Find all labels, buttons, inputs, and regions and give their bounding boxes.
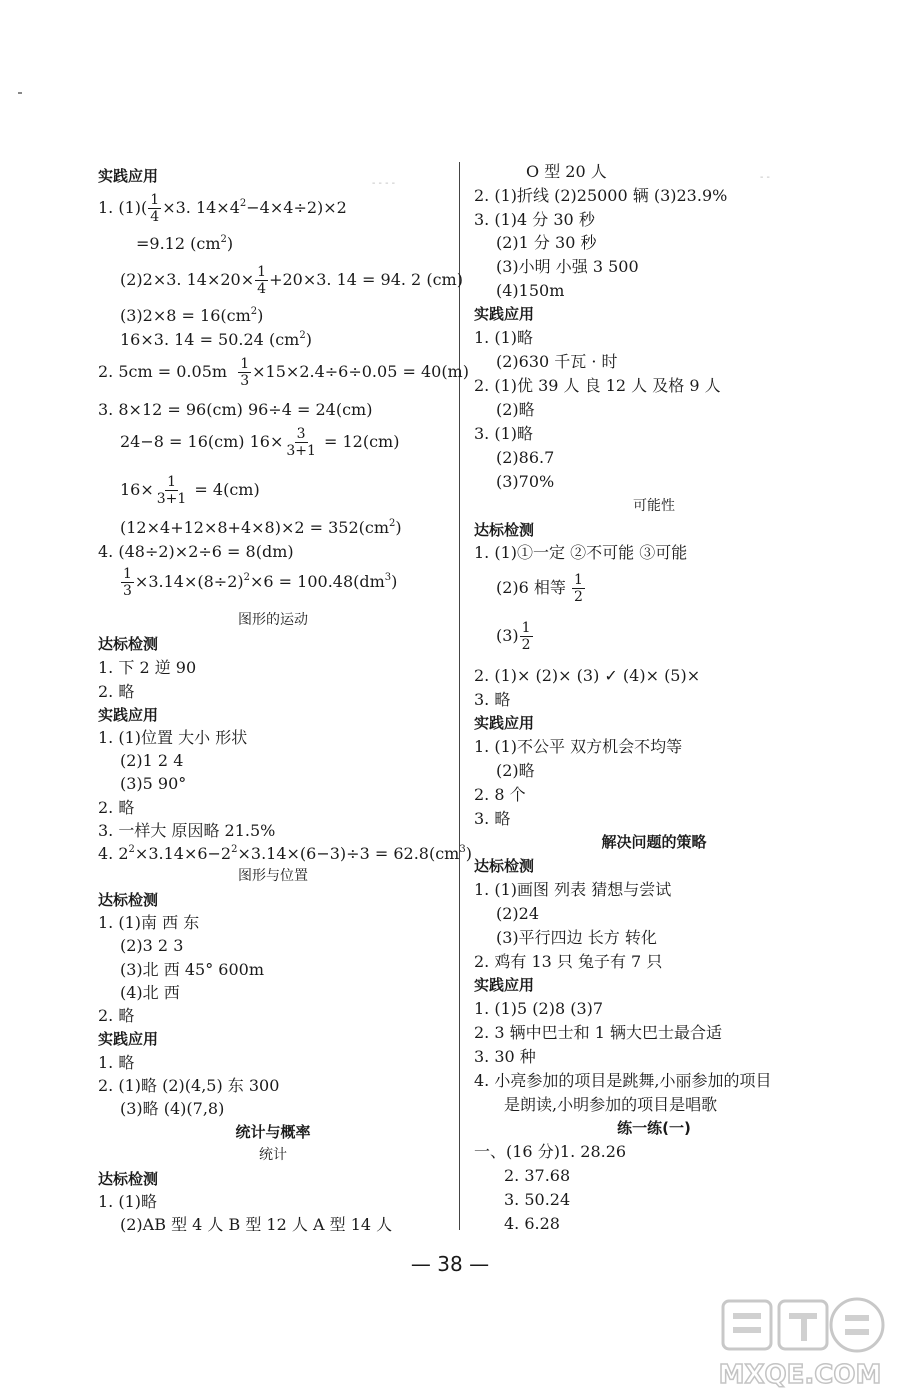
- answer-line: 3. 略: [474, 690, 511, 709]
- answer-line: 4. 6.28: [504, 1214, 560, 1233]
- answer-line: $(12\times 4+12\times 8+4\times 8)\times 2 = 352(cm^2)$: [120, 518, 402, 537]
- scan-noise: - - - -: [372, 178, 396, 189]
- section-title: 图形与位置: [238, 868, 308, 884]
- answer-line: (2)略: [496, 761, 535, 780]
- section-heading: 达标检测: [474, 521, 535, 539]
- fraction: $\frac{3}{3+1}$: [286, 426, 316, 459]
- answer-line: (4)北 西: [120, 983, 180, 1002]
- answer-line: 1. (1)不公平 双方机会不均等: [474, 737, 683, 756]
- section-heading: 达标检测: [98, 1170, 159, 1188]
- section-heading: 达标检测: [474, 857, 535, 875]
- answer-line: (2)略: [496, 400, 535, 419]
- section-subtitle: 统计: [259, 1147, 287, 1163]
- answer-line: (2)86.7: [496, 448, 555, 467]
- page-number: — 38 —: [410, 1252, 490, 1276]
- answer-line: 2. 3 辆中巴士和 1 辆大巴士最合适: [474, 1023, 722, 1042]
- answer-line: 1. (1)画图 列表 猜想与尝试: [474, 880, 672, 899]
- answer-line: 1. (1)略: [474, 328, 534, 347]
- answer-line: 4. 小亮参加的项目是跳舞,小丽参加的项目: [474, 1071, 772, 1090]
- watermark-logo: [705, 1295, 895, 1390]
- answer-line: 16×3. 14 = 50.24 $(cm^2)$: [120, 330, 312, 349]
- answer-line: $(3)2\times 8 = 16(cm^2)$: [120, 306, 264, 325]
- answer-line: =9.12 $(cm^2)$: [136, 234, 234, 253]
- answer-line: 3. 一样大 原因略 21.5%: [98, 821, 276, 840]
- answer-line: 2. 鸡有 13 只 兔子有 7 只: [474, 952, 663, 971]
- section-title: 图形的运动: [238, 612, 308, 628]
- answer-line: (3)北 西 45° 600m: [120, 960, 264, 979]
- answer-line: (3)略 (4)(7,8): [120, 1099, 225, 1118]
- section-heading: 实践应用: [474, 976, 535, 994]
- answer-line: 1. (1)位置 大小 形状: [98, 728, 248, 747]
- answer-line: 是朗读,小明参加的项目是唱歌: [504, 1095, 718, 1114]
- answer-line: (3)小明 小强 3 500: [496, 257, 639, 276]
- scan-noise: - -: [760, 172, 770, 183]
- answer-line: (2)6 相等 $\frac{1}{2}$: [496, 572, 583, 605]
- answer-line: (3)5 90°: [120, 774, 187, 793]
- answer-line: 16× $\frac{1}{3+1}$ = 4(cm): [120, 474, 260, 507]
- answer-line: (3) $\frac{1}{2}$: [496, 620, 531, 653]
- answer-line: 2. 5cm = 0.05m $\frac{1}{3}$ ×15×2.4÷6÷0.05 = 40(m): [98, 356, 469, 389]
- answer-line: 1. (1)( $\frac{1}{4}$ ×3. $14\times 4^2-4\times 4\div 2)\times 2$: [98, 192, 347, 225]
- answer-line: (2)630 千瓦 · 时: [496, 352, 618, 371]
- answer-line: 24−8 = 16(cm) 16× $\frac{3}{3+1}$ = 12(cm): [120, 426, 400, 459]
- answer-line: 1. (1)①一定 ②不可能 ③可能: [474, 543, 688, 562]
- answer-line: 2. 8 个: [474, 785, 526, 804]
- answer-line: (2)2×3. 14×20× $\frac{1}{4}$ +20×3. 14 = 94. 2 (cm): [120, 264, 463, 297]
- answer-line: 1. (1)南 西 东: [98, 913, 200, 932]
- section-title: 统计与概率: [235, 1123, 311, 1141]
- answer-line: (3)平行四边 长方 转化: [496, 928, 657, 947]
- answer-line: 2. 37.68: [504, 1166, 571, 1185]
- answer-line: O 型 20 人: [526, 162, 607, 181]
- answer-line: 1. 下 2 逆 90: [98, 658, 197, 677]
- column-divider: [459, 162, 460, 1230]
- answer-line: 2. 略: [98, 798, 135, 817]
- section-heading: 实践应用: [474, 305, 535, 323]
- answer-line: 4. (48÷2)×2÷6 = 8(dm): [98, 542, 294, 561]
- answer-line: 3. 8×12 = 96(cm) 96÷4 = 24(cm): [98, 400, 373, 419]
- answer-line: (3)70%: [496, 472, 555, 491]
- answer-line: 1. 略: [98, 1053, 135, 1072]
- answer-line: 2. 略: [98, 1006, 135, 1025]
- answer-line: (2)3 2 3: [120, 936, 184, 955]
- fraction: $\frac{1}{3+1}$: [156, 474, 187, 507]
- section-heading: 实践应用: [98, 167, 159, 185]
- answer-line: 3. 30 种: [474, 1047, 536, 1066]
- answer-line: (2)1 2 4: [120, 751, 184, 770]
- fraction: $\frac{1}{2}$: [574, 572, 583, 605]
- section-heading: 实践应用: [474, 714, 535, 732]
- answer-line: 4. $2^2\times 3.14\times 6-2^2\times 3.14\times(6-3)\div 3 = 62.8(cm^3)$: [98, 844, 472, 863]
- answer-line: 2. (1)折线 (2)25000 辆 (3)23.9%: [474, 186, 728, 205]
- fraction: $\frac{1}{4}$: [257, 264, 267, 297]
- answer-line: 3. (1)略: [474, 424, 534, 443]
- answer-line: (2)AB 型 4 人 B 型 12 人 A 型 14 人: [120, 1215, 393, 1234]
- answer-line: 2. (1)略 (2)(4,5) 东 300: [98, 1076, 280, 1095]
- section-heading: 达标检测: [98, 891, 159, 909]
- section-heading: 达标检测: [98, 635, 159, 653]
- answer-line: 2. 略: [98, 682, 135, 701]
- svg-text:MXQE.COM: MXQE.COM: [718, 1360, 882, 1390]
- answer-line: 一、(16 分)1. 28.26: [474, 1142, 627, 1161]
- section-title: 可能性: [633, 498, 675, 514]
- scan-mark: [18, 92, 22, 94]
- fraction: $\frac{1}{4}$: [150, 192, 160, 225]
- section-title: 解决问题的策略: [601, 833, 707, 851]
- answer-line: 3. 50.24: [504, 1190, 571, 1209]
- fraction: $\frac{1}{2}$: [521, 620, 531, 653]
- section-heading: 实践应用: [98, 1030, 159, 1048]
- answer-line: 2. (1)× (2)× (3) ✓ (4)× (5)×: [474, 666, 701, 685]
- answer-line: 2. (1)优 39 人 良 12 人 及格 9 人: [474, 376, 721, 395]
- answer-line: $\frac{1}{3}$ $\times 3.14\times(8\div 2)^2\times 6 = 100.48(dm^3)$: [123, 566, 398, 599]
- section-heading: 实践应用: [98, 706, 159, 724]
- section-title: 练一练(一): [617, 1119, 691, 1137]
- answer-line: 3. (1)4 分 30 秒: [474, 210, 595, 229]
- answer-line: 1. (1)5 (2)8 (3)7: [474, 999, 604, 1018]
- answer-line: 1. (1)略: [98, 1192, 158, 1211]
- answer-line: (4)150m: [496, 281, 565, 300]
- fraction: $\frac{1}{3}$: [240, 356, 250, 389]
- fraction: $\frac{1}{3}$: [123, 566, 132, 599]
- answer-line: (2)24: [496, 904, 540, 923]
- answer-line: (2)1 分 30 秒: [496, 233, 597, 252]
- answer-line: 3. 略: [474, 809, 511, 828]
